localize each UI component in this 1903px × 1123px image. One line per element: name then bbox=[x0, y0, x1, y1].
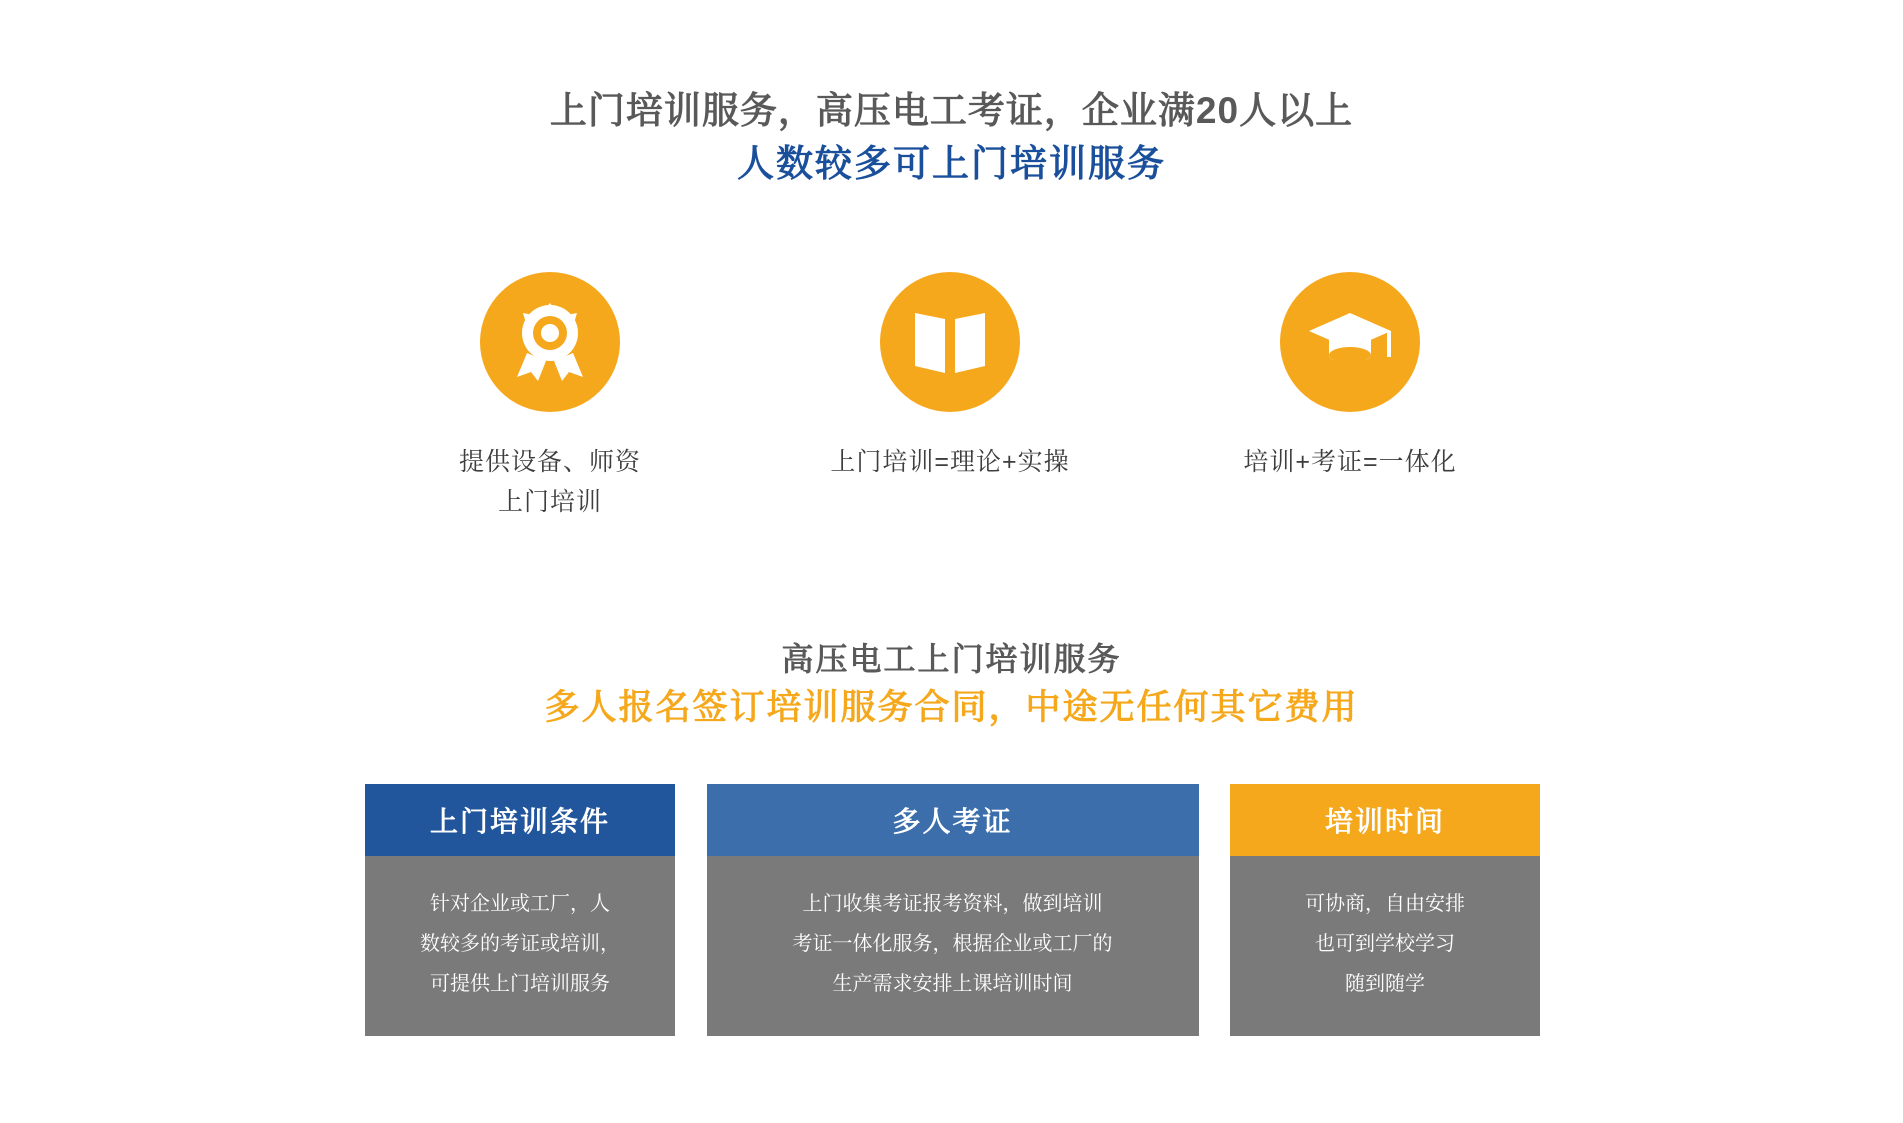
graduation-cap-icon bbox=[1307, 311, 1393, 373]
feature-item bbox=[1185, 272, 1515, 482]
section-2-heading bbox=[0, 636, 1903, 734]
info-card-body-line: 针对企业或工厂，人 bbox=[430, 893, 610, 915]
feature-label-line-1: 提供设备、师资 bbox=[458, 448, 641, 476]
info-card bbox=[1230, 784, 1540, 1036]
info-card-body-line: 考证一体化服务，根据企业或工厂的 bbox=[792, 933, 1113, 955]
info-card bbox=[707, 784, 1199, 1036]
info-card-body-line: 可协商，自由安排 bbox=[1305, 893, 1465, 915]
feature-label bbox=[1243, 442, 1456, 482]
info-card-body-line: 数较多的考证或培训， bbox=[420, 933, 620, 955]
info-card-body bbox=[365, 856, 675, 1036]
info-card-body-line: 可提供上门培训服务 bbox=[430, 973, 610, 995]
info-card-title: 多人考证 bbox=[707, 784, 1199, 856]
feature-item bbox=[785, 272, 1115, 482]
section-1-heading-line-2: 人数较多可上门培训服务 bbox=[737, 143, 1166, 184]
feature-label bbox=[830, 442, 1069, 482]
info-card-list bbox=[365, 784, 1540, 1036]
feature-label-line-2: 上门培训 bbox=[497, 488, 602, 516]
section-2-heading-line-1: 高压电工上门培训服务 bbox=[781, 641, 1122, 677]
info-card-body-line: 上门收集考证报考资料，做到培训 bbox=[802, 893, 1103, 915]
section-1-heading bbox=[0, 86, 1903, 192]
info-card-title: 培训时间 bbox=[1230, 784, 1540, 856]
info-card-title: 上门培训条件 bbox=[365, 784, 675, 856]
info-card-body bbox=[707, 856, 1199, 1036]
info-card-body-line: 随到随学 bbox=[1345, 973, 1425, 995]
info-card-body-line: 生产需求安排上课培训时间 bbox=[832, 973, 1073, 995]
feature-item bbox=[385, 272, 715, 522]
feature-label bbox=[459, 442, 641, 522]
section-2-heading-line-2: 多人报名签订培训服务合同，中途无任何其它费用 bbox=[544, 688, 1359, 727]
feature-label-line-1: 上门培训=理论+实操 bbox=[830, 448, 1070, 476]
open-book-icon-circle bbox=[880, 272, 1020, 412]
award-badge-icon bbox=[513, 303, 587, 381]
feature-list bbox=[385, 272, 1515, 522]
section-1-heading-line-1: 上门培训服务，高压电工考证，企业满20人以上 bbox=[549, 90, 1354, 131]
award-badge-icon-circle bbox=[480, 272, 620, 412]
info-card-body bbox=[1230, 856, 1540, 1036]
info-card bbox=[365, 784, 675, 1036]
open-book-icon bbox=[911, 307, 989, 377]
feature-label-line-1: 培训+考证=一体化 bbox=[1243, 448, 1457, 476]
graduation-cap-icon-circle bbox=[1280, 272, 1420, 412]
info-card-body-line: 也可到学校学习 bbox=[1315, 933, 1455, 955]
